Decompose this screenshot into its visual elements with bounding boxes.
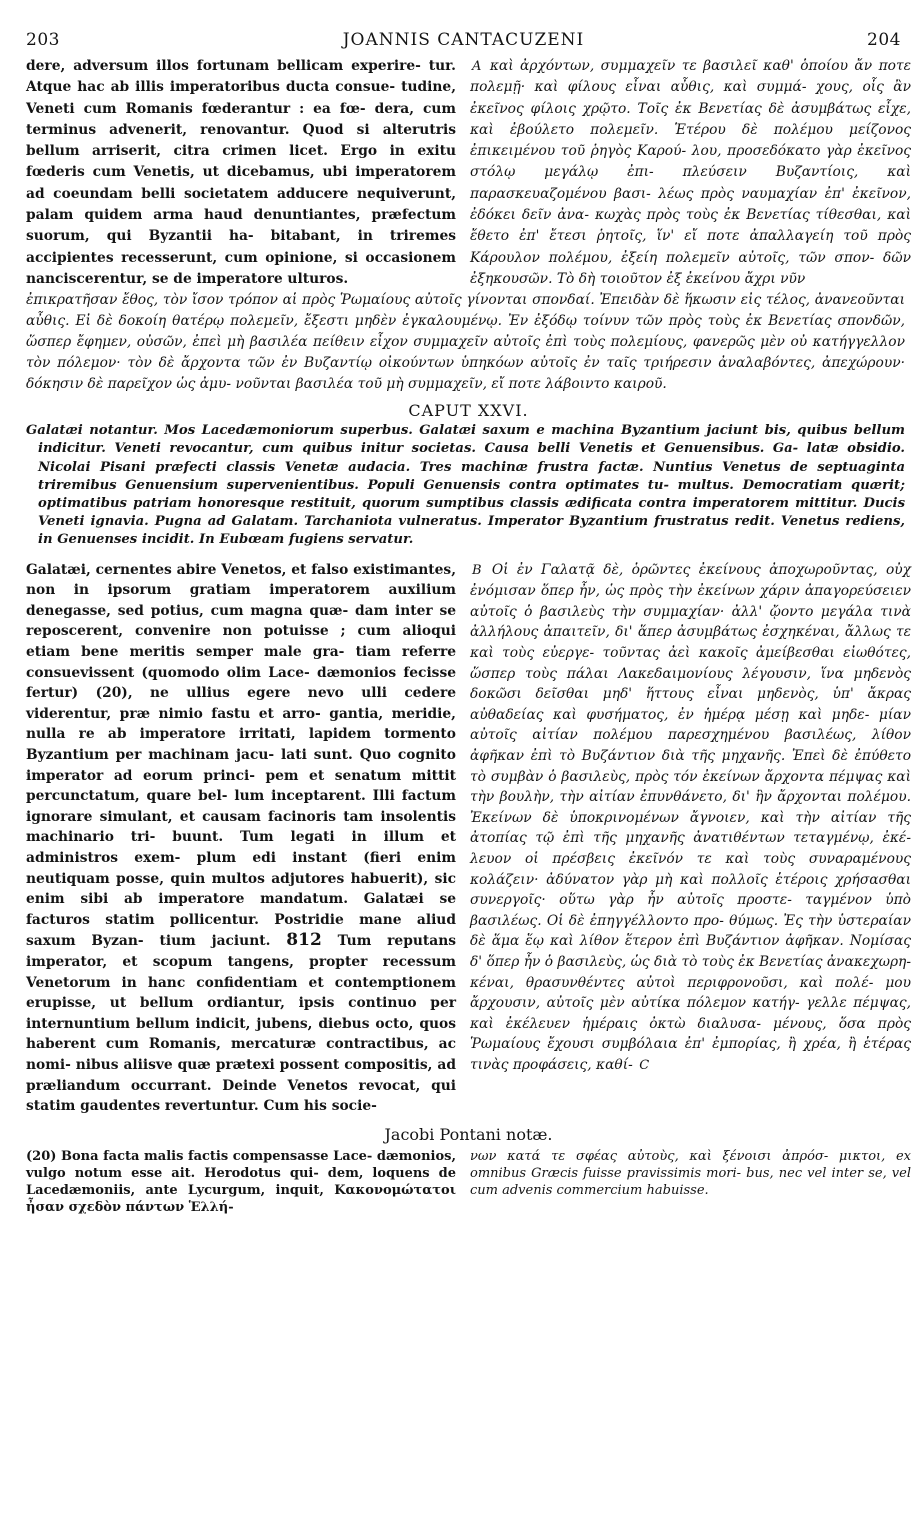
page-number-right: 204 [867, 30, 901, 50]
running-head [26, 30, 911, 50]
greek-column-1 [470, 56, 911, 290]
notes-title: Jacobi Pontani notæ. [384, 1124, 553, 1144]
chapter-title: CAPUT XXVI. [408, 401, 529, 421]
latin-text-2b: Tum reputans imperator, et scopum tangens, propter recessum Venetorum in hanc confidentiam et contemptionem erupisse, ut bellum ordiantur, ipsis continuo per internuntium bellum indicit, jubens, diebus octo, quos haberent cum Romanis, mercaturæ contractibus, ac nomi- nibus aliisve quæ prætexi possent compositis, ad præliandum occurrant. Deinde Venetos revocat, qui statim gaudentes revertuntur. Cum his socie- [26, 933, 456, 1115]
margin-marker-a: A [472, 59, 482, 74]
notes-latin-italic: ex omnibus Græcis fuisse pravissimis mori- bus, nec vel inter se, vel cum advenis commercium habuisse. [470, 1148, 911, 1198]
notes-greek-text: νων κατά τε σφέας αὐτοὺς, καὶ ξένοισι ἀπρόσ- μικτοι, [470, 1148, 886, 1164]
latin-text-1: dere, adversum illos fortunam bellicam experire- tur. Atque hac ab illis imperatoribus ducta consue- tudine, Veneti cum Romanis fœderantur : ea fœ- dera, cum terminus advenerit, renovantur. Quod si alterutris bellum arriserit, citra crimen licet. Ergo in exitu fœderis cum Venetis, ut dicebamus, ubi imperatorem ad coeundam belli societatem adducere nequiverunt, palam quidem arma haud denuntiantes, præfectum suorum, qui Byzantii ha- bitabant, in triremes accipientes recesserunt, cum opinione, si occasionem nanciscerentur, se de imperatore ulturos. [26, 58, 456, 287]
margin-marker-c: C [639, 1057, 650, 1073]
notes-greek-column [470, 1148, 911, 1216]
greek-text-2: Οἱ ἐν Γαλατᾷ δὲ, ὁρῶντες ἐκείνους ἀποχωροῦντας, οὐχ ἐνόμισαν ὅπερ ἦν, ὡς πρὸς τὴν ἐκείνων χάριν ἀπαγορεύσειεν αὐτοῖς ὁ βασιλεὺς τὴν συμμαχίαν· ἀλλ' ᾤοντο μεγάλα τινὰ ἀλλήλους ἀπαιτεῖν, δι' ἅπερ ἀσυμβάτως ἐσχηκέναι, ἄλλως τε καὶ τοὺς εὐεργε- τοῦντας ἀεὶ κακοῖς ἀμείβεσθαι εἰωθότες, ὥσπερ τοὺς πάλαι Λακεδαιμονίους λέγουσιν, ἵνα μηδενὸς δοκῶσι δεῖσθαι μηδ' ἥττους εἶναι μηδενὸς, ὑπ' ἄκρας αὐθαδείας καὶ φυσήματος, ἐν ἡμέρᾳ μέσῃ καὶ μηδε- μίαν αὐτοῖς αἰτίαν πολέμου παρεσχημένου βασιλέως, λίθον ἀφῆκαν ἐπὶ τὸ Βυζάντιον διὰ τῆς μηχανῆς. Ἐπεὶ δὲ ἐπύθετο τὸ συμβὰν ὁ βασιλεὺς, πρὸς τόν ἐκείνων ἄρχοντα πέμψας καὶ τὴν βουλὴν, τὴν αἰτίαν ἐπυνθάνετο, δι' ἣν ἄρχονται πολέμου. Ἐκείνων δὲ ὑποκρινομένων ἄγνοιεν, καὶ τὴν αἰτίαν τῆς ἀτοπίας τῷ ἐπὶ τῆς μηχανῆς ἀνατιθέντων τεταγμένῳ, ἐκέ- λευον οἱ πρέσβεις ἐκεῖνόν τε καὶ τοὺς συναραμένους κολάζειν· ἀδύνατον γὰρ μὴ καὶ πολλοῖς ἑτέροις χρήσασθαι συνεργοῖς· οὕτω γὰρ ἦν αὐτοῖς προστε- ταγμένον ὑπὸ βασιλέως. Οἱ δὲ ἐπηγγέλλοντο προ- θύμως. Ἐς τὴν ὑστεραίαν δὲ ἅμα ἕῳ καὶ λίθον ἕτερον ἐπὶ Βυζάντιον ἀφῆκαν. Νομίσας δ' ὅπερ ἦν ὁ βασιλεὺς, ὡς διὰ τὸ τοὺς ἐκ Βενετίας ἀνακεχωρη- κέναι, θρασυνθέντες αὐτοὶ περιφρονοῦσι, καὶ πολέ- μου ἄρχουσιν, αὐτοῖς μὲν αὐτίκα πόλεμον κατήγ- γελλε πέμψας, καὶ ἐκέλευεν ἡμέραις ὀκτὼ διαλυσα- μένους, ὅσα πρὸς Ῥωμαίους ἔχουσι συμβόλαια ἐπ' ἐμπορίας, ἢ χρέα, ἢ ἑτέρας τινὰς προφάσεις, καθί- [470, 561, 911, 1073]
latin-column-2 [26, 560, 456, 1117]
latin-text-2a: Galatæi, cernentes abire Venetos, et falso existimantes, non in ipsorum gratiam imperatorem auxilium denegasse, sed potius, cum magna quæ- dam inter se reposcerent, convenire non potuisse ; cum alioqui etiam bene meritis semper male gra- tiam referre consuevissent (quomodo olim Lace- dæmonios fecisse fertur) (20), ne ullius egere nevo ulli cedere viderentur, præ nimio fastu et arro- gantia, meridie, nulla re ab imperatore irritati, lapidem tormento Byzantium per machinam jacu- lati sunt. Quo cognito imperator ad eorum princi- pem et senatum mittit percunctatum, quare bel- lum inceptarent. Illi factum ignorare simulant, et causam facinoris tam insolentis machinario tri- buunt. Tum legati in illum et administros exem- plum edi instant (fieri enim neutiquam posse, quin multos adjutores habuerit), sic enim sibi ab imperatore mandatum. Galatæi se facturos statim pollicentur. Postridie mane aliud saxum Byzan- tium jaciunt. [26, 561, 457, 950]
section-1 [26, 56, 911, 290]
running-title: JOANNIS CANTACUZENI [342, 30, 585, 50]
section-2 [26, 560, 911, 1117]
margin-marker-b: B [472, 562, 482, 578]
greek-text-1: καὶ ἀρχόντων, συμμαχεῖν τε βασιλεῖ καθ' ὁποίου ἄν ποτε πολεμῇ· καὶ φίλους εἶναι αὖθις, καὶ συμμά- χους, οἷς ἂν ἐκεῖνος φίλοις χρῷτο. Τοῖς ἐκ Βενετίας δὲ ἀσυμβάτως εἶχε, καὶ ἐβούλετο πολεμεῖν. Ἑτέρου δὲ πολέμου μείζονος ἐπικειμένου τοῦ ῥηγὸς Καρού- λου, προσεδόκατο γὰρ ἐκεῖνος στόλῳ μεγάλῳ ἐπι- πλεύσειν Βυζαντίοις, καὶ παρασκευαζομένου βασι- λέως πρὸς ναυμαχίαν ἐπ' ἐκεῖνον, ἐδόκει δεῖν ἀνα- κωχὰς πρὸς τοὺς ἐκ Βενετίας τίθεσθαι, καὶ ἔθετο ἐπ' ἔτεσι ῥητοῖς, ἵν' εἴ ποτε ἀπαλλαγείη τοῦ πρὸς Κάρουλον πολέμου, ἐξείη πολεμεῖν αὐτοῖς, τῶν σπον- δῶν ἐξηκουσῶν. Τὸ δὴ τοιοῦτον ἐξ ἐκείνου ἄχρι νῦν [470, 58, 911, 287]
inline-page-number: 812 [286, 930, 322, 951]
greek-column-2 [470, 560, 911, 1117]
page-number-left: 203 [26, 30, 60, 50]
notes-latin-column: (20) Bona facta malis factis compensasse Lace- dæmonios, vulgo notum esse ait. Herodotus qui- dem, loquens de Lacedæmoniis, ante Lycurgum, inquit, Κακονομώτατοι ἦσαν σχεδὸν πάντων Ἑλλή- [26, 1148, 456, 1215]
notes-section [26, 1148, 911, 1216]
latin-column-1 [26, 56, 456, 290]
chapter-summary: Galatæi notantur. Mos Lacedæmoniorum superbus. Galatæi saxum e machina Byzantium jaciunt bis, quibus bellum indicitur. Veneti revocantur, cum quibus initur societas. Causa belli Venetis et Genuensibus. Ga- latæ obsidio. Nicolai Pisani præfecti classis Venetæ audacia. Tres machinæ frustra factæ. Nuntius Venetus de septuaginta triremibus Genuensium supervenientibus. Populi Genuensis contra optimates tu- multus. Democratiam quærit; optimatibus patriam honoresque restituit, quorum sumptibus classis ædificata contra imperatorem mittitur. Ducis Veneti ignavia. Pugna ad Galatam. Tarchaniota vulneratus. Imperator Byzantium frustratus redit. Venetus rediens, in Genuenses incidit. In Eubœam fugiens servatur. [26, 423, 905, 548]
greek-full-width-paragraph: ἐπικρατῆσαν ἔθος, τὸν ἴσον τρόπον αἱ πρὸς Ῥωμαίους αὐτοῖς γίνονται σπονδαί. Ἐπειδὰν δὲ ἥκωσιν εἰς τέλος, ἀνανεοῦνται αὖθις. Εἰ δὲ δοκοίη θατέρῳ πολεμεῖν, ἔξεστι μηδὲν ἐγκαλουμένῳ. Ἐν ἐξόδῳ τοίνυν τῶν πρὸς τοὺς ἐκ Βενετίας σπονδῶν, ὥσπερ ἔφημεν, οὐσῶν, ἐπεὶ μὴ βασιλέα πείθειν εἶχον συμμαχεῖν αὐτοῖς ἐπὶ τοὺς πολεμίους, φανερῶς μὲν οὐ κατήγγελλον τὸν πόλεμον· τὸν δὲ ἄρχοντα τῶν ἐν Βυζαντίῳ οἰκούντων ὑπηκόων αὐτοῖς ἐν ταῖς τριήρεσιν ἀναλαβόντες, ἀπεχώρουν· δόκησιν δὲ παρεῖχον ὡς ἀμυ- νοῦνται βασιλέα τοῦ μὴ συμμαχεῖν, εἴ ποτε λάβοιντο καιροῦ. [26, 292, 905, 393]
